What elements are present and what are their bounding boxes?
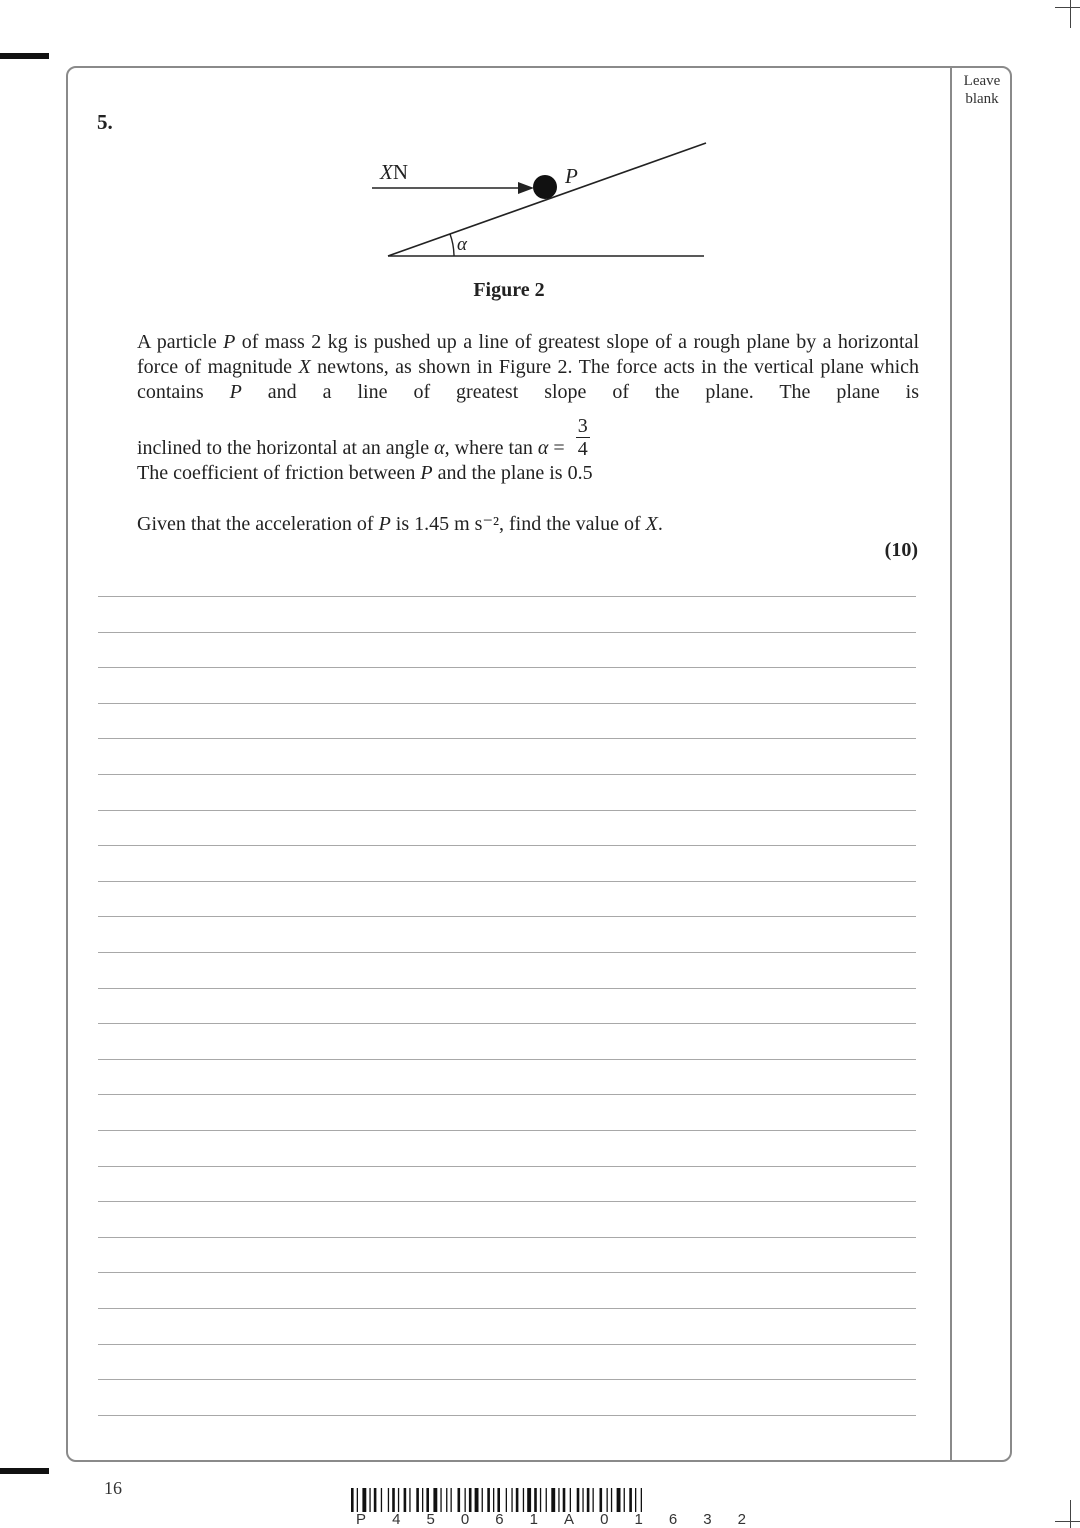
barcode-bar [587, 1488, 590, 1512]
angle-label: α [457, 234, 467, 255]
tan-numerator: 3 [577, 415, 588, 437]
answer-line[interactable] [98, 596, 916, 597]
question-paragraph-1: A particle P of mass 2 kg is pushed up a line of greatest slope of a rough plane by a horizontal force of magnitude X newtons, as shown in Figure 2. The force acts in the vertical plane which contains P and a line of greatest slope of the plane. The plane is [137, 331, 920, 403]
tan-text: inclined to the horizontal at an angle α, where tan α = [137, 437, 565, 460]
barcode-char: A [564, 1511, 575, 1528]
barcode-char: 0 [460, 1511, 470, 1528]
barcode-bar [506, 1488, 507, 1512]
barcode-char: 6 [495, 1511, 504, 1528]
barcode-char: 1 [529, 1511, 538, 1528]
answer-line[interactable] [98, 952, 916, 953]
answer-line[interactable] [98, 1415, 916, 1416]
tan-line [137, 407, 590, 463]
barcode-char: P [356, 1511, 367, 1528]
answer-line[interactable] [98, 1379, 916, 1380]
corner-mark-bottom-right [1055, 1521, 1080, 1522]
barcode-bar [570, 1488, 571, 1512]
answer-line[interactable] [98, 1237, 916, 1238]
answer-line[interactable] [98, 1308, 916, 1309]
barcode-char: 5 [426, 1511, 435, 1528]
barcode-bar [482, 1488, 483, 1512]
answer-line[interactable] [98, 916, 916, 917]
barcode-bar [422, 1488, 423, 1512]
barcode-bar [551, 1488, 555, 1512]
answer-line[interactable] [98, 1059, 916, 1060]
particle-dot [533, 175, 557, 199]
corner-mark-bottom-right-vertical [1070, 1500, 1071, 1528]
tan-denominator: 4 [577, 438, 588, 460]
barcode-bar [516, 1488, 519, 1512]
barcode-bar [624, 1488, 625, 1512]
barcode-bar [362, 1488, 366, 1512]
barcode-bar [540, 1488, 541, 1512]
barcode-bar [527, 1488, 531, 1512]
barcode-bar [446, 1488, 447, 1512]
barcode-bar [563, 1488, 566, 1512]
inclined-plane-line [388, 143, 706, 256]
particle-label: P [565, 164, 578, 188]
barcode-bar [440, 1488, 441, 1512]
leave-blank-label: Leave blank [963, 73, 1001, 107]
barcode-bar [458, 1488, 461, 1512]
barcode-bar [635, 1488, 636, 1512]
barcode-char: 4 [392, 1511, 401, 1528]
question-paragraph-3: Given that the acceleration of P is 1.45 m s⁻², find the value of X. [137, 513, 663, 535]
barcode-bar [398, 1488, 399, 1512]
barcode-bar [523, 1488, 524, 1512]
corner-mark-top-right-vertical [1070, 0, 1071, 28]
barcode-char: 6 [668, 1511, 678, 1528]
answer-line[interactable] [98, 632, 916, 633]
tan-fraction [576, 415, 590, 460]
barcode-bar [582, 1488, 583, 1512]
barcode-char: 2 [737, 1511, 746, 1528]
barcode-bar [487, 1488, 490, 1512]
barcode-bar [641, 1488, 642, 1512]
barcode-bar [611, 1488, 612, 1512]
barcode [351, 1488, 751, 1512]
barcode-bar [469, 1488, 472, 1512]
force-label: XN [380, 160, 408, 184]
leave-blank-divider [950, 67, 952, 1461]
barcode-bar [426, 1488, 429, 1512]
barcode-bar [558, 1488, 559, 1512]
answer-line[interactable] [98, 810, 916, 811]
marks-label: (10) [884, 539, 918, 561]
barcode-bar [534, 1488, 537, 1512]
answer-line[interactable] [98, 703, 916, 704]
force-arrowhead [518, 182, 534, 194]
answer-line[interactable] [98, 738, 916, 739]
barcode-bar [577, 1488, 580, 1512]
angle-arc [450, 234, 454, 256]
page-number: 16 [104, 1478, 122, 1498]
barcode-char: 1 [634, 1511, 643, 1528]
barcode-bar [475, 1488, 479, 1512]
barcode-text [356, 1511, 746, 1528]
corner-mark-top-right [1055, 0, 1080, 8]
answer-line[interactable] [98, 667, 916, 668]
barcode-bar [493, 1488, 494, 1512]
answer-line[interactable] [98, 1166, 916, 1167]
barcode-bar [465, 1488, 466, 1512]
answer-line[interactable] [98, 845, 916, 846]
barcode-bar [546, 1488, 547, 1512]
barcode-char: 3 [703, 1511, 712, 1528]
barcode-bar [369, 1488, 370, 1512]
barcode-bar [600, 1488, 603, 1512]
figure-caption: Figure 2 [473, 279, 545, 301]
question-number: 5. [97, 110, 113, 134]
barcode-bar [593, 1488, 594, 1512]
answer-line[interactable] [98, 1094, 916, 1095]
answer-line[interactable] [98, 988, 916, 989]
barcode-bar [629, 1488, 632, 1512]
barcode-bar [404, 1488, 407, 1512]
barcode-bar [388, 1488, 389, 1512]
answer-frame [66, 66, 1012, 1462]
question-paragraph-2: The coefficient of friction between P and the plane is 0.5 [137, 462, 593, 484]
barcode-bar [381, 1488, 382, 1512]
barcode-bar [451, 1488, 452, 1512]
barcode-bar [497, 1488, 500, 1512]
barcode-bar [351, 1488, 354, 1512]
barcode-char: 0 [600, 1511, 609, 1528]
answer-line[interactable] [98, 881, 916, 882]
answer-line[interactable] [98, 1130, 916, 1131]
barcode-bar [607, 1488, 608, 1512]
answer-line[interactable] [98, 1201, 916, 1202]
barcode-bar [617, 1488, 621, 1512]
crop-mark-bottom-left [0, 1468, 49, 1474]
answer-line[interactable] [98, 1344, 916, 1345]
barcode-bar [416, 1488, 419, 1512]
crop-mark-top-left [0, 53, 49, 59]
barcode-bar [511, 1488, 512, 1512]
answer-line[interactable] [98, 1272, 916, 1273]
barcode-bar [374, 1488, 377, 1512]
answer-line[interactable] [98, 774, 916, 775]
inclined-plane-diagram [360, 135, 720, 265]
answer-line[interactable] [98, 1023, 916, 1024]
barcode-bar [409, 1488, 410, 1512]
barcode-bar [433, 1488, 437, 1512]
barcode-bar [392, 1488, 395, 1512]
barcode-bar [357, 1488, 358, 1512]
